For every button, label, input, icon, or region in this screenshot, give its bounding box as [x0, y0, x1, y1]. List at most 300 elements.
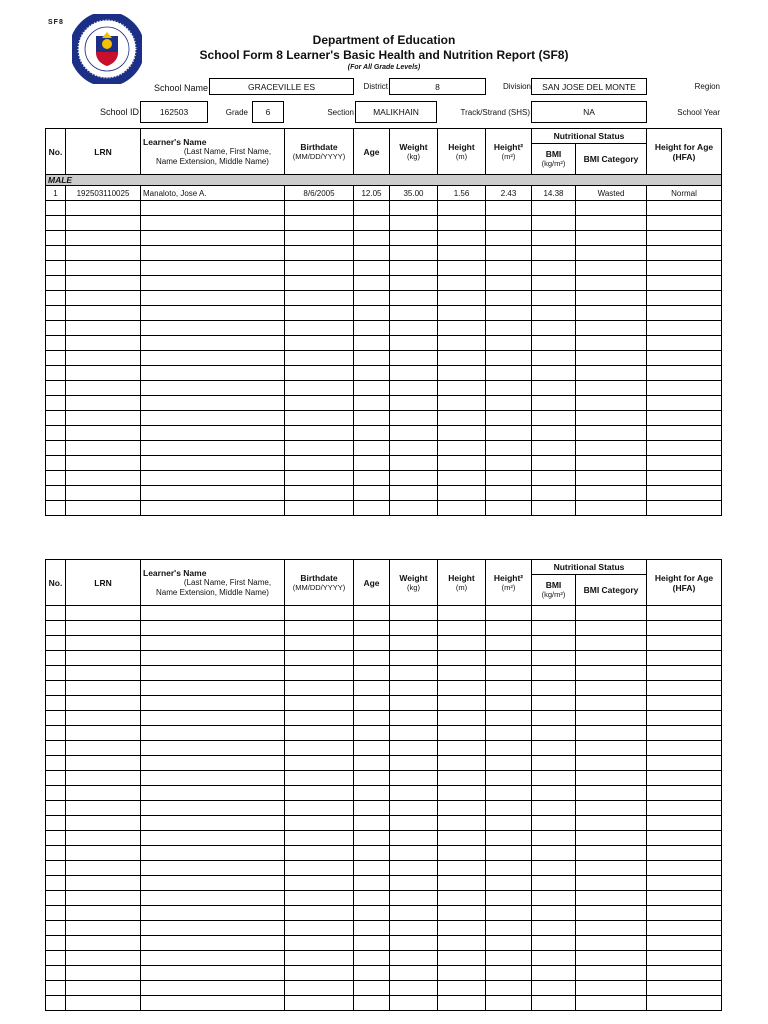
empty-cell[interactable]	[66, 741, 141, 756]
track-strand-field[interactable]: NA	[531, 101, 647, 123]
empty-cell[interactable]	[141, 441, 285, 456]
empty-cell[interactable]	[390, 636, 438, 651]
empty-cell[interactable]	[354, 786, 390, 801]
empty-cell[interactable]	[141, 621, 285, 636]
empty-cell[interactable]	[576, 846, 647, 861]
empty-cell[interactable]	[141, 726, 285, 741]
empty-cell[interactable]	[647, 201, 722, 216]
empty-cell[interactable]	[486, 291, 532, 306]
empty-table-row[interactable]	[46, 261, 722, 276]
empty-table-row[interactable]	[46, 621, 722, 636]
empty-cell[interactable]	[486, 906, 532, 921]
empty-cell[interactable]	[66, 291, 141, 306]
empty-cell[interactable]	[390, 651, 438, 666]
empty-cell[interactable]	[438, 861, 486, 876]
empty-cell[interactable]	[390, 756, 438, 771]
empty-cell[interactable]	[532, 246, 576, 261]
empty-cell[interactable]	[647, 426, 722, 441]
empty-cell[interactable]	[354, 891, 390, 906]
grade-field[interactable]: 6	[252, 101, 284, 123]
empty-cell[interactable]	[438, 756, 486, 771]
cell-height[interactable]: 1.56	[438, 186, 486, 201]
empty-table-row[interactable]	[46, 231, 722, 246]
empty-cell[interactable]	[647, 681, 722, 696]
empty-cell[interactable]	[141, 471, 285, 486]
empty-cell[interactable]	[285, 381, 354, 396]
empty-cell[interactable]	[532, 291, 576, 306]
empty-table-row[interactable]	[46, 351, 722, 366]
empty-cell[interactable]	[46, 201, 66, 216]
empty-cell[interactable]	[390, 231, 438, 246]
empty-cell[interactable]	[576, 951, 647, 966]
empty-cell[interactable]	[354, 651, 390, 666]
empty-cell[interactable]	[354, 726, 390, 741]
empty-cell[interactable]	[576, 906, 647, 921]
empty-cell[interactable]	[647, 456, 722, 471]
empty-cell[interactable]	[46, 936, 66, 951]
cell-lrn[interactable]: 192503110025	[66, 186, 141, 201]
empty-cell[interactable]	[354, 636, 390, 651]
empty-cell[interactable]	[576, 231, 647, 246]
empty-cell[interactable]	[66, 771, 141, 786]
empty-cell[interactable]	[532, 651, 576, 666]
empty-cell[interactable]	[390, 951, 438, 966]
empty-cell[interactable]	[141, 921, 285, 936]
empty-cell[interactable]	[141, 771, 285, 786]
empty-cell[interactable]	[647, 831, 722, 846]
empty-cell[interactable]	[532, 456, 576, 471]
empty-table-row[interactable]	[46, 411, 722, 426]
empty-cell[interactable]	[438, 246, 486, 261]
empty-cell[interactable]	[285, 276, 354, 291]
empty-cell[interactable]	[532, 381, 576, 396]
empty-cell[interactable]	[438, 981, 486, 996]
empty-cell[interactable]	[532, 711, 576, 726]
table-row[interactable]	[46, 186, 722, 201]
empty-cell[interactable]	[486, 351, 532, 366]
empty-cell[interactable]	[486, 891, 532, 906]
empty-cell[interactable]	[647, 666, 722, 681]
empty-cell[interactable]	[486, 621, 532, 636]
empty-cell[interactable]	[532, 276, 576, 291]
empty-cell[interactable]	[66, 951, 141, 966]
empty-cell[interactable]	[532, 411, 576, 426]
empty-cell[interactable]	[486, 381, 532, 396]
empty-cell[interactable]	[285, 456, 354, 471]
empty-cell[interactable]	[285, 396, 354, 411]
empty-cell[interactable]	[390, 291, 438, 306]
empty-cell[interactable]	[438, 726, 486, 741]
empty-cell[interactable]	[647, 906, 722, 921]
empty-cell[interactable]	[486, 861, 532, 876]
empty-cell[interactable]	[532, 996, 576, 1011]
empty-cell[interactable]	[354, 756, 390, 771]
empty-cell[interactable]	[46, 426, 66, 441]
empty-cell[interactable]	[66, 786, 141, 801]
empty-table-row[interactable]	[46, 921, 722, 936]
empty-cell[interactable]	[46, 681, 66, 696]
empty-cell[interactable]	[285, 861, 354, 876]
empty-cell[interactable]	[285, 306, 354, 321]
empty-cell[interactable]	[285, 696, 354, 711]
empty-cell[interactable]	[576, 741, 647, 756]
empty-cell[interactable]	[66, 411, 141, 426]
empty-cell[interactable]	[390, 846, 438, 861]
empty-cell[interactable]	[285, 636, 354, 651]
empty-cell[interactable]	[66, 831, 141, 846]
empty-cell[interactable]	[354, 411, 390, 426]
empty-cell[interactable]	[390, 771, 438, 786]
empty-cell[interactable]	[354, 846, 390, 861]
empty-cell[interactable]	[66, 906, 141, 921]
empty-cell[interactable]	[438, 411, 486, 426]
empty-cell[interactable]	[647, 291, 722, 306]
empty-cell[interactable]	[66, 891, 141, 906]
empty-cell[interactable]	[285, 846, 354, 861]
empty-cell[interactable]	[141, 846, 285, 861]
empty-table-row[interactable]	[46, 966, 722, 981]
empty-cell[interactable]	[647, 651, 722, 666]
empty-cell[interactable]	[46, 861, 66, 876]
empty-cell[interactable]	[438, 501, 486, 516]
empty-cell[interactable]	[576, 621, 647, 636]
empty-cell[interactable]	[46, 801, 66, 816]
empty-cell[interactable]	[532, 426, 576, 441]
empty-cell[interactable]	[354, 951, 390, 966]
empty-cell[interactable]	[46, 981, 66, 996]
empty-cell[interactable]	[438, 876, 486, 891]
empty-cell[interactable]	[66, 621, 141, 636]
empty-table-row[interactable]	[46, 381, 722, 396]
empty-cell[interactable]	[576, 351, 647, 366]
empty-cell[interactable]	[576, 201, 647, 216]
empty-cell[interactable]	[66, 711, 141, 726]
empty-cell[interactable]	[438, 336, 486, 351]
empty-cell[interactable]	[576, 426, 647, 441]
empty-cell[interactable]	[390, 711, 438, 726]
empty-cell[interactable]	[486, 231, 532, 246]
empty-cell[interactable]	[438, 276, 486, 291]
empty-cell[interactable]	[576, 771, 647, 786]
empty-cell[interactable]	[46, 501, 66, 516]
empty-cell[interactable]	[285, 906, 354, 921]
empty-cell[interactable]	[285, 606, 354, 621]
empty-cell[interactable]	[285, 951, 354, 966]
empty-cell[interactable]	[486, 681, 532, 696]
empty-cell[interactable]	[647, 636, 722, 651]
empty-table-row[interactable]	[46, 291, 722, 306]
empty-cell[interactable]	[486, 996, 532, 1011]
empty-cell[interactable]	[438, 486, 486, 501]
empty-cell[interactable]	[285, 876, 354, 891]
empty-cell[interactable]	[66, 816, 141, 831]
empty-cell[interactable]	[390, 276, 438, 291]
empty-cell[interactable]	[46, 321, 66, 336]
empty-cell[interactable]	[285, 471, 354, 486]
empty-cell[interactable]	[354, 231, 390, 246]
empty-cell[interactable]	[647, 996, 722, 1011]
empty-cell[interactable]	[647, 936, 722, 951]
empty-cell[interactable]	[576, 936, 647, 951]
empty-cell[interactable]	[285, 741, 354, 756]
empty-cell[interactable]	[66, 471, 141, 486]
empty-cell[interactable]	[141, 936, 285, 951]
empty-cell[interactable]	[486, 876, 532, 891]
empty-cell[interactable]	[66, 321, 141, 336]
empty-cell[interactable]	[141, 786, 285, 801]
empty-cell[interactable]	[285, 816, 354, 831]
empty-table-row[interactable]	[46, 936, 722, 951]
empty-cell[interactable]	[390, 411, 438, 426]
empty-cell[interactable]	[438, 891, 486, 906]
empty-cell[interactable]	[354, 456, 390, 471]
empty-cell[interactable]	[66, 756, 141, 771]
empty-cell[interactable]	[141, 501, 285, 516]
empty-cell[interactable]	[438, 906, 486, 921]
empty-table-row[interactable]	[46, 696, 722, 711]
division-field[interactable]: SAN JOSE DEL MONTE	[531, 78, 647, 95]
empty-cell[interactable]	[486, 201, 532, 216]
empty-cell[interactable]	[285, 981, 354, 996]
empty-cell[interactable]	[285, 366, 354, 381]
empty-cell[interactable]	[285, 246, 354, 261]
empty-cell[interactable]	[354, 216, 390, 231]
empty-cell[interactable]	[285, 771, 354, 786]
empty-cell[interactable]	[532, 261, 576, 276]
empty-cell[interactable]	[438, 606, 486, 621]
empty-cell[interactable]	[285, 711, 354, 726]
empty-cell[interactable]	[390, 621, 438, 636]
empty-cell[interactable]	[390, 876, 438, 891]
empty-cell[interactable]	[141, 351, 285, 366]
empty-table-row[interactable]	[46, 456, 722, 471]
empty-cell[interactable]	[532, 441, 576, 456]
empty-cell[interactable]	[46, 486, 66, 501]
empty-cell[interactable]	[46, 756, 66, 771]
empty-table-row[interactable]	[46, 801, 722, 816]
empty-cell[interactable]	[438, 696, 486, 711]
empty-cell[interactable]	[46, 906, 66, 921]
empty-cell[interactable]	[354, 801, 390, 816]
empty-cell[interactable]	[576, 786, 647, 801]
empty-cell[interactable]	[486, 426, 532, 441]
empty-cell[interactable]	[285, 231, 354, 246]
empty-cell[interactable]	[285, 441, 354, 456]
empty-cell[interactable]	[438, 291, 486, 306]
empty-cell[interactable]	[486, 966, 532, 981]
empty-cell[interactable]	[532, 921, 576, 936]
empty-cell[interactable]	[438, 801, 486, 816]
empty-cell[interactable]	[66, 921, 141, 936]
empty-cell[interactable]	[141, 426, 285, 441]
empty-cell[interactable]	[647, 501, 722, 516]
empty-cell[interactable]	[46, 996, 66, 1011]
empty-table-row[interactable]	[46, 321, 722, 336]
empty-cell[interactable]	[46, 606, 66, 621]
empty-cell[interactable]	[576, 831, 647, 846]
empty-cell[interactable]	[576, 966, 647, 981]
empty-cell[interactable]	[354, 351, 390, 366]
empty-cell[interactable]	[354, 606, 390, 621]
empty-cell[interactable]	[647, 921, 722, 936]
empty-cell[interactable]	[46, 921, 66, 936]
empty-cell[interactable]	[141, 981, 285, 996]
empty-cell[interactable]	[141, 906, 285, 921]
empty-cell[interactable]	[486, 396, 532, 411]
empty-cell[interactable]	[576, 651, 647, 666]
cell-weight[interactable]: 35.00	[390, 186, 438, 201]
empty-cell[interactable]	[390, 306, 438, 321]
empty-table-row[interactable]	[46, 246, 722, 261]
empty-cell[interactable]	[141, 366, 285, 381]
empty-cell[interactable]	[390, 996, 438, 1011]
empty-cell[interactable]	[285, 336, 354, 351]
empty-cell[interactable]	[576, 816, 647, 831]
empty-cell[interactable]	[285, 891, 354, 906]
empty-cell[interactable]	[486, 981, 532, 996]
empty-cell[interactable]	[486, 696, 532, 711]
empty-cell[interactable]	[390, 381, 438, 396]
empty-cell[interactable]	[354, 471, 390, 486]
empty-cell[interactable]	[576, 456, 647, 471]
school-name-field[interactable]: GRACEVILLE ES	[209, 78, 354, 95]
empty-cell[interactable]	[390, 201, 438, 216]
empty-cell[interactable]	[438, 366, 486, 381]
empty-cell[interactable]	[46, 636, 66, 651]
empty-cell[interactable]	[354, 426, 390, 441]
empty-cell[interactable]	[486, 921, 532, 936]
empty-cell[interactable]	[647, 696, 722, 711]
empty-table-row[interactable]	[46, 996, 722, 1011]
empty-cell[interactable]	[532, 621, 576, 636]
empty-cell[interactable]	[647, 321, 722, 336]
empty-cell[interactable]	[438, 651, 486, 666]
empty-cell[interactable]	[141, 801, 285, 816]
cell-hfa[interactable]: Normal	[647, 186, 722, 201]
empty-table-row[interactable]	[46, 606, 722, 621]
empty-cell[interactable]	[576, 216, 647, 231]
empty-cell[interactable]	[141, 231, 285, 246]
empty-cell[interactable]	[141, 696, 285, 711]
empty-cell[interactable]	[438, 261, 486, 276]
empty-cell[interactable]	[46, 726, 66, 741]
empty-cell[interactable]	[285, 831, 354, 846]
empty-cell[interactable]	[486, 606, 532, 621]
empty-cell[interactable]	[647, 471, 722, 486]
empty-table-row[interactable]	[46, 336, 722, 351]
empty-cell[interactable]	[486, 831, 532, 846]
empty-cell[interactable]	[141, 276, 285, 291]
empty-cell[interactable]	[66, 456, 141, 471]
empty-cell[interactable]	[141, 831, 285, 846]
empty-cell[interactable]	[532, 906, 576, 921]
empty-cell[interactable]	[141, 306, 285, 321]
empty-cell[interactable]	[141, 876, 285, 891]
empty-cell[interactable]	[647, 411, 722, 426]
cell-bmi[interactable]: 14.38	[532, 186, 576, 201]
empty-cell[interactable]	[354, 966, 390, 981]
empty-cell[interactable]	[438, 831, 486, 846]
empty-cell[interactable]	[486, 951, 532, 966]
empty-cell[interactable]	[390, 921, 438, 936]
empty-cell[interactable]	[438, 921, 486, 936]
empty-cell[interactable]	[66, 351, 141, 366]
empty-cell[interactable]	[438, 966, 486, 981]
empty-cell[interactable]	[46, 276, 66, 291]
empty-table-row[interactable]	[46, 426, 722, 441]
empty-cell[interactable]	[46, 846, 66, 861]
empty-table-row[interactable]	[46, 711, 722, 726]
empty-cell[interactable]	[66, 666, 141, 681]
empty-cell[interactable]	[66, 876, 141, 891]
empty-cell[interactable]	[46, 231, 66, 246]
empty-cell[interactable]	[438, 306, 486, 321]
empty-cell[interactable]	[66, 441, 141, 456]
empty-cell[interactable]	[486, 411, 532, 426]
empty-cell[interactable]	[354, 366, 390, 381]
empty-cell[interactable]	[486, 501, 532, 516]
empty-cell[interactable]	[354, 906, 390, 921]
empty-table-row[interactable]	[46, 366, 722, 381]
empty-cell[interactable]	[285, 801, 354, 816]
empty-cell[interactable]	[532, 336, 576, 351]
empty-cell[interactable]	[532, 831, 576, 846]
empty-cell[interactable]	[354, 981, 390, 996]
empty-cell[interactable]	[532, 936, 576, 951]
empty-cell[interactable]	[66, 396, 141, 411]
empty-cell[interactable]	[354, 261, 390, 276]
empty-cell[interactable]	[532, 966, 576, 981]
empty-cell[interactable]	[532, 201, 576, 216]
empty-cell[interactable]	[647, 351, 722, 366]
empty-cell[interactable]	[532, 366, 576, 381]
empty-cell[interactable]	[354, 771, 390, 786]
empty-cell[interactable]	[141, 651, 285, 666]
empty-cell[interactable]	[390, 426, 438, 441]
empty-cell[interactable]	[390, 351, 438, 366]
empty-cell[interactable]	[486, 276, 532, 291]
empty-cell[interactable]	[46, 351, 66, 366]
empty-cell[interactable]	[438, 636, 486, 651]
empty-cell[interactable]	[66, 606, 141, 621]
empty-cell[interactable]	[285, 936, 354, 951]
empty-cell[interactable]	[354, 396, 390, 411]
empty-cell[interactable]	[285, 786, 354, 801]
empty-table-row[interactable]	[46, 876, 722, 891]
empty-cell[interactable]	[141, 456, 285, 471]
empty-cell[interactable]	[354, 696, 390, 711]
empty-cell[interactable]	[285, 201, 354, 216]
empty-table-row[interactable]	[46, 786, 722, 801]
empty-cell[interactable]	[438, 471, 486, 486]
empty-cell[interactable]	[576, 726, 647, 741]
empty-cell[interactable]	[576, 921, 647, 936]
empty-cell[interactable]	[354, 921, 390, 936]
empty-cell[interactable]	[285, 501, 354, 516]
empty-cell[interactable]	[438, 996, 486, 1011]
empty-cell[interactable]	[576, 756, 647, 771]
empty-cell[interactable]	[390, 696, 438, 711]
empty-table-row[interactable]	[46, 636, 722, 651]
empty-cell[interactable]	[438, 711, 486, 726]
empty-cell[interactable]	[576, 981, 647, 996]
cell-no[interactable]: 1	[46, 186, 66, 201]
empty-cell[interactable]	[46, 771, 66, 786]
empty-cell[interactable]	[141, 996, 285, 1011]
empty-cell[interactable]	[354, 996, 390, 1011]
empty-cell[interactable]	[66, 201, 141, 216]
empty-cell[interactable]	[66, 726, 141, 741]
